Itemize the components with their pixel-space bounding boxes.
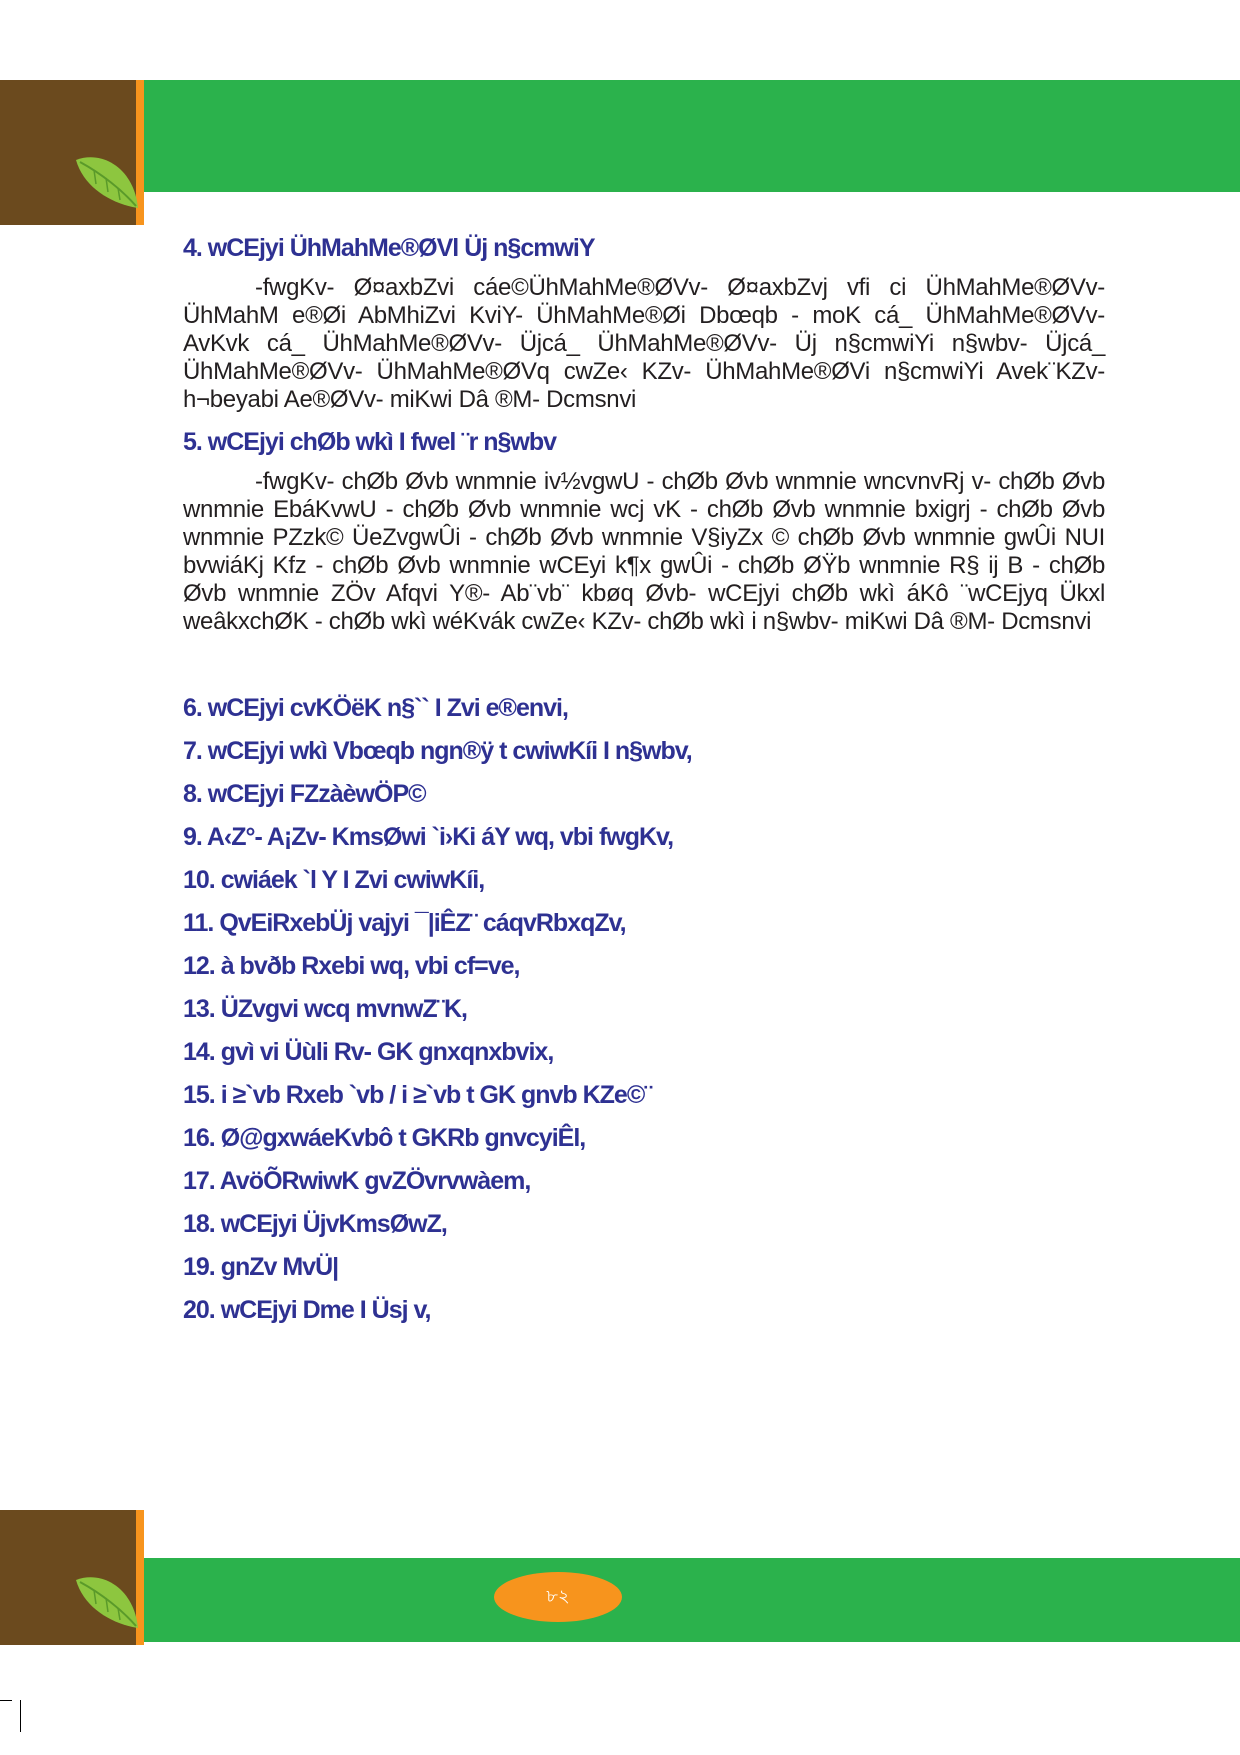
list-item: 15. i ≥`vb Rxeb `vb / i ≥`vb t GK gnvb KZe©¨ [183, 1081, 652, 1109]
leaf-icon [72, 150, 142, 212]
list-item: 14. gvì vi Üùli Rv- GK gnxqnxbvix, [183, 1038, 554, 1066]
list-item: 17. AvöÕRwiwK gvZÖvrvwàem, [183, 1167, 531, 1195]
list-item: 11. QvEiRxebÜj vajyi ¯|iÊZ¨ cáqvRbxqZv, [183, 909, 626, 937]
topic-list [183, 692, 1105, 1337]
bottom-green-band [144, 1558, 1240, 1642]
section-heading-4: 4. wCEjyi ÜhMahMe®ØVl Üj n§cmwiY [183, 234, 595, 262]
list-item: 19. gnZv MvÜ| [183, 1253, 339, 1281]
crop-mark-vertical [20, 1700, 21, 1732]
section-body-5: -fwgKv- chØb Øvb wnmnie iv½vgwU - chØb Øvb wnmnie wncvnvRj v- chØb Øvb wnmnie EbáKvwU - chØb Øvb wnmnie wcj vK - chØb Øvb wnmnie bxigrj - chØb Øvb wnmnie PZzk© ÜeZvgwÛi - chØb Øvb wnmnie V§iyZx © chØb Øvb wnmnie gwÛi NUI bvwiáKj Kfz - chØb Øvb wnmnie wCEyi k¶x gwÛi - chØb ØŸb wnmnie R§ ij B - chØb Øvb wnmnie ZÖv Afqvi Y®- Ab¨vb¨ kbøq Øvb- wCEjyi chØb wkì áKô ¨wCEjyq Ükxl weâkxchØK - chØb wkì wéKvák cwZe‹ KZv- chØb wkì i n§wbv- miKwi Dâ ®M- Dcmsnvi [183, 468, 1105, 635]
list-item: 13. ÜZvgvi wcq mvnwZ¨K, [183, 995, 468, 1023]
section-heading-5: 5. wCEjyi chØb wkì I fwel ¨r n§wbv [183, 428, 557, 456]
list-item: 16. Ø@gxwáeKvbô t GKRb gnvcyiÊl, [183, 1124, 586, 1152]
list-item: 20. wCEjyi Dme I Üsj v, [183, 1296, 431, 1324]
list-item: 10. cwiáek `l Y I Zvi cwiwKíi, [183, 866, 485, 894]
crop-mark-horizontal [0, 1700, 12, 1701]
page-content [183, 230, 1105, 1337]
top-green-band [144, 80, 1240, 192]
leaf-icon [72, 1570, 142, 1632]
page-number-badge: ৮২ [494, 1572, 622, 1622]
list-item: 12. à bvðb Rxebi wq, vbi cf=ve, [183, 952, 520, 980]
list-item: 7. wCEjyi wkì Vbœqb ngn®ÿ t cwiwKíi I n§wbv, [183, 737, 692, 765]
section-body-4: -fwgKv- Ø¤axbZvi cáe©ÜhMahMe®ØVv- Ø¤axbZvj vfi ci ÜhMahMe®ØVv- ÜhMahM e®Øi AbMhiZvi KviY- ÜhMahMe®Øi Dbœqb - moK cá_ ÜhMahMe®ØVv- AvKvk cá_ ÜhMahMe®ØVv- Üjcá_ ÜhMahMe®ØVv- Üj n§cmwiYi n§wbv- Üjcá_ ÜhMahMe®ØVv- ÜhMahMe®ØVq cwZe‹ KZv- ÜhMahMe®ØVi n§cmwiYi Avek¨KZv- h¬beyabi Ae®ØVv- miKwi Dâ ®M- Dcmsnvi [183, 274, 1105, 413]
list-item: 9. A‹Z°- A¡Zv- KmsØwi `i›Ki áY wq, vbi fwgKv, [183, 823, 674, 851]
list-item: 18. wCEjyi ÜjvKmsØwZ, [183, 1210, 447, 1238]
list-item: 6. wCEjyi cvKÖëK n§`` I Zvi e®envi, [183, 694, 568, 722]
list-item: 8. wCEjyi FZzàèwÖP© [183, 780, 426, 808]
